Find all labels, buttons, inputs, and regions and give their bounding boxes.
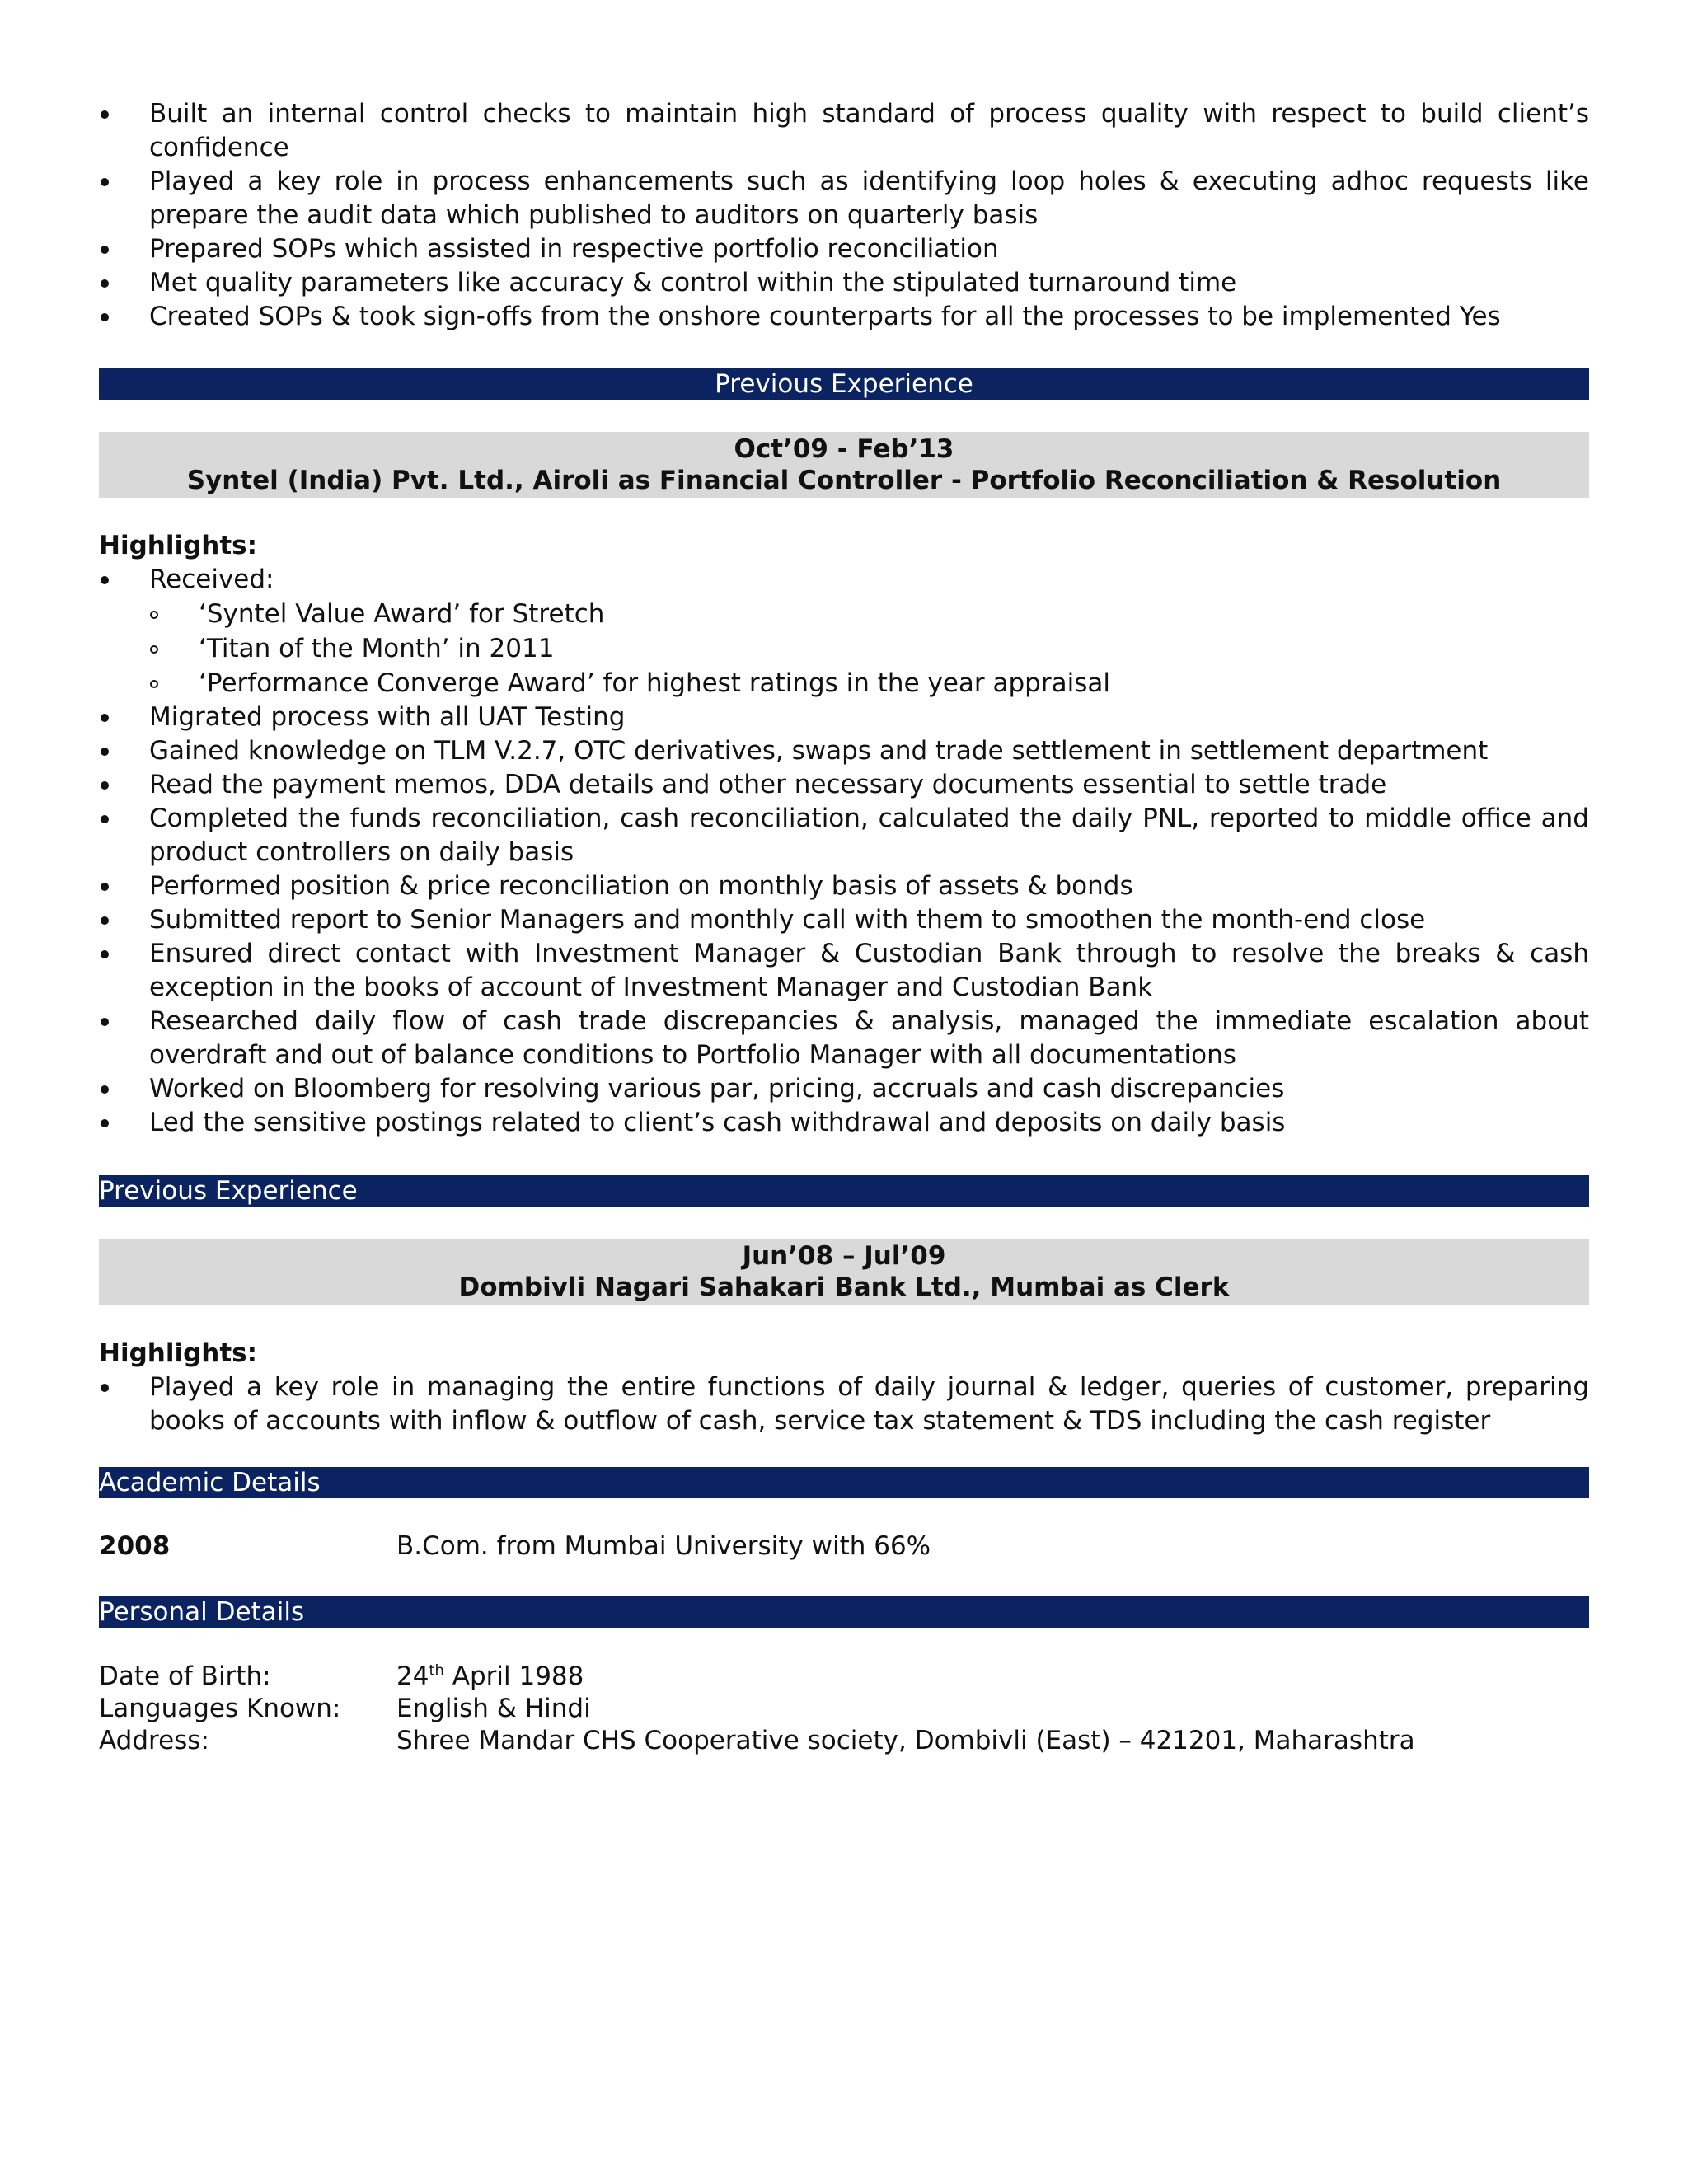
award-item: [99, 597, 1589, 631]
list-item: [99, 869, 1589, 903]
bullet-icon: [101, 1384, 109, 1392]
list-item: [99, 802, 1589, 869]
languages-row: [99, 1693, 1589, 1725]
academic-detail: B.Com. from Mumbai University with 66%: [396, 1531, 931, 1561]
bullet-text: Researched daily flow of cash trade discrepancies & analysis, managed the immediate escalation about overdraft and out of balance conditions to Portfolio Manager with all documentations: [149, 1006, 1589, 1070]
bullet-text: Played a key role in managing the entire functions of daily journal & ledger, queries of customer, preparing books of accounts with inflow & outflow of cash, service tax statement & TDS including the cash register: [149, 1372, 1589, 1436]
list-item: [99, 1005, 1589, 1072]
bullet-icon: [101, 714, 109, 722]
dob-row: [99, 1661, 1589, 1693]
award-text: ‘Performance Converge Award’ for highest ratings in the year appraisal: [199, 668, 1110, 698]
section-heading-previous-experience-2: Previous Experience: [99, 1175, 1589, 1207]
highlights-label: Highlights:: [99, 1338, 258, 1368]
bullet-icon: [101, 781, 109, 790]
bullet-icon: [101, 950, 109, 958]
highlights-list: [99, 1371, 1589, 1438]
bullet-icon: [101, 279, 109, 288]
bullet-icon: [101, 1018, 109, 1026]
awards-list: [99, 597, 1589, 701]
bullet-icon: [101, 110, 109, 119]
bullet-text: Ensured direct contact with Investment Manager & Custodian Bank through to resolve the breaks & cash exception in the books of account of Investment Manager and Custodian Bank: [149, 939, 1589, 1002]
section-heading-previous-experience-1: Previous Experience: [99, 368, 1589, 400]
list-item: [99, 97, 1589, 165]
dob-value: [396, 1661, 1589, 1693]
personal-details-block: [99, 1661, 1589, 1757]
bullet-text: Led the sensitive postings related to client’s cash withdrawal and deposits on daily basis: [149, 1108, 1286, 1137]
bullet-icon: [101, 178, 109, 186]
list-item: [99, 563, 1589, 597]
academic-row: [99, 1530, 1589, 1563]
job-period: Oct’09 - Feb’13: [734, 434, 954, 464]
circle-bullet-icon: [150, 645, 158, 654]
bullet-icon: [101, 1085, 109, 1094]
bullet-icon: [101, 815, 109, 823]
bullet-text: Submitted report to Senior Managers and monthly call with them to smoothen the month-end close: [149, 905, 1426, 935]
bullet-icon: [101, 883, 109, 891]
bullet-text: Played a key role in process enhancements such as identifying loop holes & executing adhoc requests like prepare the audit data which published to auditors on quarterly basis: [149, 166, 1589, 230]
bullet-icon: [101, 748, 109, 756]
list-item: [99, 734, 1589, 768]
job-company: Syntel (India) Pvt. Ltd., Airoli as Financial Controller - Portfolio Reconciliation & Resolution: [186, 466, 1502, 495]
bullet-text: Met quality parameters like accuracy & control within the stipulated turnaround time: [149, 268, 1237, 298]
bullet-text: Gained knowledge on TLM V.2.7, OTC derivatives, swaps and trade settlement in settlement department: [149, 736, 1489, 766]
list-item: [99, 232, 1589, 266]
list-item: [99, 701, 1589, 734]
address-row: [99, 1725, 1589, 1757]
dob-day: 24: [396, 1661, 429, 1691]
address-label: Address:: [99, 1726, 209, 1755]
list-item: [99, 937, 1589, 1005]
bullet-text: Read the payment memos, DDA details and other necessary documents essential to settle trade: [149, 770, 1387, 799]
award-item: [99, 666, 1589, 701]
languages-label: Languages Known:: [99, 1694, 341, 1723]
bullet-text: Received:: [149, 565, 274, 594]
list-item: [99, 1371, 1589, 1438]
award-item: [99, 631, 1589, 666]
bullet-icon: [101, 916, 109, 925]
dob-rest: April 1988: [443, 1661, 584, 1691]
bullet-text: Completed the funds reconciliation, cash reconciliation, calculated the daily PNL, reported to middle office and product controllers on daily basis: [149, 804, 1589, 867]
bullet-icon: [101, 1119, 109, 1127]
academic-year: 2008: [99, 1531, 171, 1561]
highlights-block-dombivli: [99, 1337, 1589, 1438]
bullet-text: Created SOPs & took sign-offs from the onshore counterparts for all the processes to be implemented Yes: [149, 302, 1501, 331]
job-header-dombivli: [99, 1239, 1589, 1305]
job-period: Jun’08 – Jul’09: [742, 1241, 946, 1271]
highlights-list: [99, 563, 1589, 597]
list-item: [99, 768, 1589, 802]
list-item: [99, 266, 1589, 300]
job-company: Dombivli Nagari Sahakari Bank Ltd., Mumbai as Clerk: [458, 1272, 1230, 1302]
top-bullet-list: [99, 97, 1589, 334]
list-item: [99, 1072, 1589, 1106]
award-text: ‘Titan of the Month’ in 2011: [199, 634, 555, 663]
circle-bullet-icon: [150, 680, 158, 688]
list-item: [99, 1106, 1589, 1140]
dob-label: Date of Birth:: [99, 1661, 271, 1691]
job-header-syntel: [99, 432, 1589, 498]
highlights-block-syntel: [99, 529, 1589, 1140]
list-item: [99, 903, 1589, 937]
highlights-label: Highlights:: [99, 531, 258, 560]
circle-bullet-icon: [150, 611, 158, 619]
bullet-text: Performed position & price reconciliation on monthly basis of assets & bonds: [149, 871, 1133, 901]
bullet-text: Prepared SOPs which assisted in respective portfolio reconciliation: [149, 234, 999, 264]
award-text: ‘Syntel Value Award’ for Stretch: [199, 599, 605, 629]
bullet-icon: [101, 576, 109, 584]
bullet-text: Worked on Bloomberg for resolving various par, pricing, accruals and cash discrepancies: [149, 1074, 1285, 1104]
list-item: [99, 300, 1589, 334]
bullet-text: Migrated process with all UAT Testing: [149, 702, 626, 732]
languages-value: English & Hindi: [396, 1694, 591, 1723]
bullet-icon: [101, 246, 109, 254]
address-value: Shree Mandar CHS Cooperative society, Dombivli (East) – 421201, Maharashtra: [396, 1726, 1415, 1755]
bullet-icon: [101, 313, 109, 321]
list-item: [99, 165, 1589, 232]
highlights-list-continued: [99, 701, 1589, 1140]
top-bullets-block: [99, 97, 1589, 334]
dob-suffix: th: [429, 1661, 444, 1680]
section-heading-personal-details: Personal Details: [99, 1596, 1589, 1628]
bullet-text: Built an internal control checks to maintain high standard of process quality with respect to build client’s confidence: [149, 99, 1589, 162]
section-heading-academic-details: Academic Details: [99, 1467, 1589, 1498]
